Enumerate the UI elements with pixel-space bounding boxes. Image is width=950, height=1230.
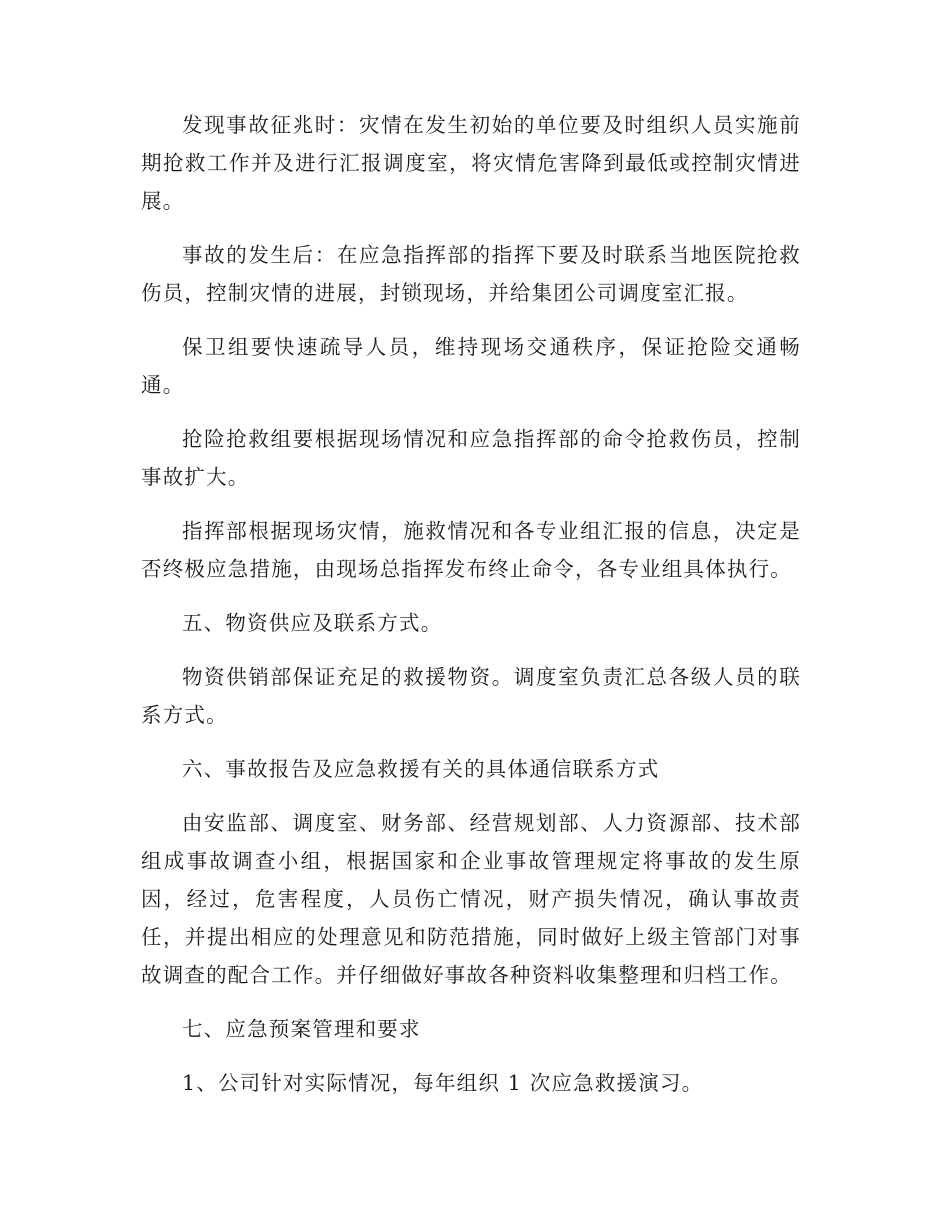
paragraph-rescue-team: 抢险抢救组要根据现场情况和应急指挥部的命令抢救伤员，控制事故扩大。 <box>141 427 801 489</box>
section-heading-supplies: 五、物资供应及联系方式。 <box>182 611 443 635</box>
section-heading-communication: 六、事故报告及应急救援有关的具体通信联系方式 <box>182 757 660 781</box>
paragraph-command-decision: 指挥部根据现场灾情，施救情况和各专业组汇报的信息，决定是否终极应急措施，由现场总指挥发布终止命令，各专业组具体执行。 <box>141 519 801 581</box>
paragraph-investigation: 由安监部、调度室、财务部、经营规划部、人力资源部、技术部组成事故调查小组，根据国家和企业事故管理规定将事故的发生原因，经过，危害程度，人员伤亡情况，财产损失情况，确认事故责任，并提出相应的处理意见和防范措施，同时做好上级主管部门对事故调查的配合工作。并仔细做好事故各种资料收集整理和归档工作。 <box>141 811 801 987</box>
document-body <box>141 106 801 1118</box>
paragraph-after-accident: 事故的发生后：在应急指挥部的指挥下要及时联系当地医院抢救伤员，控制灾情的进展，封锁现场，并给集团公司调度室汇报。 <box>141 243 801 305</box>
paragraph-accident-signs: 发现事故征兆时：灾情在发生初始的单位要及时组织人员实施前期抢救工作并及进行汇报调度室，将灾情危害降到最低或控制灾情进展。 <box>141 113 801 213</box>
paragraph-security-team: 保卫组要快速疏导人员，维持现场交通秩序，保证抢险交通畅通。 <box>141 335 801 397</box>
section-heading-plan-management: 七、应急预案管理和要求 <box>182 1017 421 1041</box>
paragraph-supplies: 物资供销部保证充足的救援物资。调度室负责汇总各级人员的联系方式。 <box>141 665 801 727</box>
paragraph-drill: 1、公司针对实际情况，每年组织 1 次应急救援演习。 <box>182 1071 704 1095</box>
